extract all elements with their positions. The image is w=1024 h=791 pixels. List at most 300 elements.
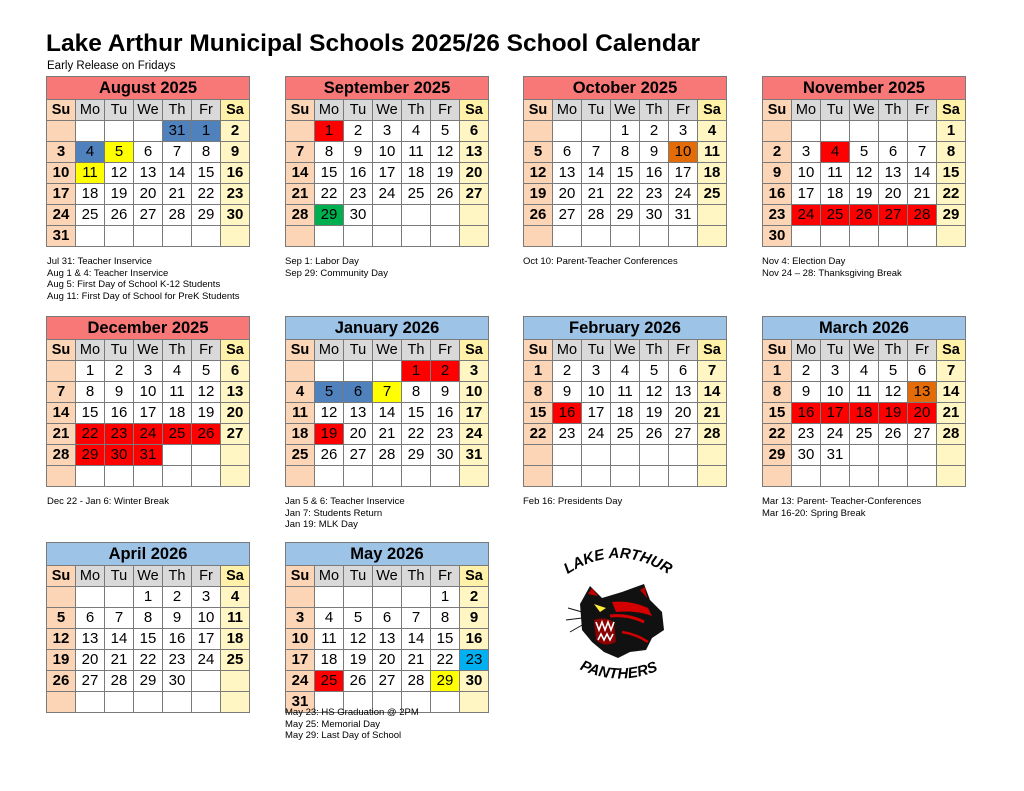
day-cell: 15: [763, 403, 792, 424]
weekday-label: Fr: [431, 100, 460, 121]
weekday-label: Mo: [315, 340, 344, 361]
day-cell: 11: [76, 163, 105, 184]
day-cell: 2: [431, 361, 460, 382]
empty-cell: [76, 587, 105, 608]
empty-cell: [698, 466, 727, 487]
day-cell: 5: [344, 608, 373, 629]
weekday-label: We: [850, 340, 879, 361]
panther-head-icon: [566, 584, 664, 658]
calendar-table: [285, 316, 489, 487]
weekday-label: We: [611, 340, 640, 361]
day-cell: 26: [879, 424, 908, 445]
day-cell: 5: [315, 382, 344, 403]
empty-cell: [76, 121, 105, 142]
event-note: Aug 11: First Day of School for PreK Students: [47, 290, 240, 302]
day-cell: 16: [344, 163, 373, 184]
day-cell: 23: [431, 424, 460, 445]
day-cell: 30: [460, 671, 489, 692]
day-cell: 31: [286, 692, 315, 713]
event-note: Sep 29: Community Day: [285, 267, 388, 279]
day-cell: 2: [163, 587, 192, 608]
day-cell: 8: [431, 608, 460, 629]
event-note: Mar 13: Parent- Teacher-Conferences: [762, 496, 922, 507]
day-cell: 7: [698, 361, 727, 382]
empty-cell: [879, 466, 908, 487]
weekday-label: Th: [879, 100, 908, 121]
day-cell: 26: [850, 205, 879, 226]
day-cell: 1: [192, 121, 221, 142]
weekday-label: We: [134, 566, 163, 587]
day-cell: 27: [879, 205, 908, 226]
day-cell: 7: [105, 608, 134, 629]
day-cell: 27: [344, 445, 373, 466]
weekday-label: Th: [163, 100, 192, 121]
empty-cell: [850, 466, 879, 487]
day-cell: 21: [105, 650, 134, 671]
empty-cell: [821, 121, 850, 142]
empty-cell: [134, 466, 163, 487]
weekday-label: Sa: [698, 340, 727, 361]
day-cell: 8: [524, 382, 553, 403]
day-cell: 18: [698, 163, 727, 184]
day-cell: 13: [134, 163, 163, 184]
day-cell: 14: [105, 629, 134, 650]
day-cell: 12: [47, 629, 76, 650]
day-cell: 12: [524, 163, 553, 184]
event-note: Mar 16-20: Spring Break: [762, 507, 866, 519]
weekday-label: Th: [402, 340, 431, 361]
day-cell: 23: [344, 184, 373, 205]
day-cell: 6: [344, 382, 373, 403]
day-cell: 16: [221, 163, 250, 184]
empty-cell: [879, 445, 908, 466]
empty-cell: [908, 466, 937, 487]
empty-cell: [105, 226, 134, 247]
day-cell: 12: [850, 163, 879, 184]
day-cell: 27: [221, 424, 250, 445]
day-cell: 29: [76, 445, 105, 466]
empty-cell: [908, 121, 937, 142]
empty-cell: [221, 671, 250, 692]
day-cell: 23: [221, 184, 250, 205]
day-cell: 20: [908, 403, 937, 424]
empty-cell: [524, 466, 553, 487]
day-cell: 7: [373, 382, 402, 403]
empty-cell: [221, 692, 250, 713]
day-cell: 24: [821, 424, 850, 445]
day-cell: 19: [192, 403, 221, 424]
day-cell: 6: [879, 142, 908, 163]
weekday-label: Th: [402, 566, 431, 587]
empty-cell: [611, 466, 640, 487]
weekday-label: Su: [286, 566, 315, 587]
weekday-label: Tu: [344, 566, 373, 587]
day-cell: 14: [937, 382, 966, 403]
day-cell: 3: [582, 361, 611, 382]
day-cell: 31: [669, 205, 698, 226]
weekday-label: Mo: [76, 340, 105, 361]
day-cell: 10: [821, 382, 850, 403]
day-cell: 11: [698, 142, 727, 163]
day-cell: 5: [105, 142, 134, 163]
day-cell: 24: [134, 424, 163, 445]
day-cell: 26: [105, 205, 134, 226]
weekday-label: We: [373, 100, 402, 121]
day-cell: 20: [373, 650, 402, 671]
day-cell: 18: [821, 184, 850, 205]
day-cell: 11: [402, 142, 431, 163]
weekday-label: We: [611, 100, 640, 121]
empty-cell: [908, 445, 937, 466]
day-cell: 16: [460, 629, 489, 650]
empty-cell: [286, 466, 315, 487]
day-cell: 11: [850, 382, 879, 403]
empty-cell: [460, 692, 489, 713]
empty-cell: [553, 445, 582, 466]
day-cell: 18: [286, 424, 315, 445]
empty-cell: [763, 466, 792, 487]
day-cell: 10: [192, 608, 221, 629]
day-cell: 14: [47, 403, 76, 424]
event-note: Nov 4: Election Day: [762, 256, 846, 267]
day-cell: 14: [373, 403, 402, 424]
day-cell: 9: [105, 382, 134, 403]
empty-cell: [315, 466, 344, 487]
day-cell: 4: [402, 121, 431, 142]
day-cell: 25: [76, 205, 105, 226]
day-cell: 5: [431, 121, 460, 142]
day-cell: 19: [47, 650, 76, 671]
weekday-label: Sa: [937, 100, 966, 121]
day-cell: 19: [524, 184, 553, 205]
empty-cell: [315, 226, 344, 247]
day-cell: 16: [163, 629, 192, 650]
empty-cell: [373, 205, 402, 226]
day-cell: 10: [582, 382, 611, 403]
weekday-label: We: [134, 340, 163, 361]
day-cell: 23: [163, 650, 192, 671]
day-cell: 24: [792, 205, 821, 226]
weekday-label: Sa: [221, 100, 250, 121]
day-cell: 5: [47, 608, 76, 629]
empty-cell: [192, 466, 221, 487]
day-cell: 30: [105, 445, 134, 466]
month-title: May 2026: [286, 543, 489, 566]
empty-cell: [553, 226, 582, 247]
weekday-label: Fr: [192, 340, 221, 361]
day-cell: 4: [221, 587, 250, 608]
day-cell: 21: [582, 184, 611, 205]
day-cell: 19: [315, 424, 344, 445]
day-cell: 2: [640, 121, 669, 142]
day-cell: 1: [763, 361, 792, 382]
day-cell: 20: [460, 163, 489, 184]
empty-cell: [47, 361, 76, 382]
day-cell: 17: [47, 184, 76, 205]
day-cell: 30: [640, 205, 669, 226]
calendar-table: [285, 542, 489, 713]
empty-cell: [937, 226, 966, 247]
day-cell: 18: [402, 163, 431, 184]
day-cell: 27: [373, 671, 402, 692]
empty-cell: [163, 226, 192, 247]
weekday-label: Tu: [105, 100, 134, 121]
notes-december-2025: [47, 496, 169, 508]
empty-cell: [821, 466, 850, 487]
day-cell: 4: [821, 142, 850, 163]
day-cell: 3: [821, 361, 850, 382]
day-cell: 31: [163, 121, 192, 142]
day-cell: 2: [344, 121, 373, 142]
weekday-label: Fr: [192, 566, 221, 587]
empty-cell: [850, 121, 879, 142]
weekday-label: Mo: [553, 100, 582, 121]
weekday-label: Mo: [553, 340, 582, 361]
day-cell: 31: [134, 445, 163, 466]
weekday-label: Fr: [431, 340, 460, 361]
weekday-label: Tu: [821, 340, 850, 361]
day-cell: 6: [134, 142, 163, 163]
weekday-label: Su: [47, 566, 76, 587]
day-cell: 3: [286, 608, 315, 629]
calendar-table: [523, 316, 727, 487]
empty-cell: [460, 205, 489, 226]
month-march-2026: [762, 316, 966, 487]
day-cell: 4: [698, 121, 727, 142]
day-cell: 2: [460, 587, 489, 608]
day-cell: 9: [792, 382, 821, 403]
day-cell: 15: [134, 629, 163, 650]
day-cell: 24: [460, 424, 489, 445]
event-note: Jul 31: Teacher Inservice: [47, 256, 152, 267]
weekday-label: We: [850, 100, 879, 121]
day-cell: 26: [315, 445, 344, 466]
empty-cell: [344, 587, 373, 608]
day-cell: 26: [524, 205, 553, 226]
day-cell: 21: [402, 650, 431, 671]
empty-cell: [582, 121, 611, 142]
day-cell: 12: [344, 629, 373, 650]
weekday-label: Tu: [344, 340, 373, 361]
empty-cell: [582, 226, 611, 247]
weekday-label: Su: [286, 100, 315, 121]
notes-october-2025: [523, 256, 678, 268]
day-cell: 19: [640, 403, 669, 424]
day-cell: 28: [47, 445, 76, 466]
weekday-label: Sa: [221, 340, 250, 361]
weekday-label: Fr: [669, 100, 698, 121]
empty-cell: [460, 226, 489, 247]
empty-cell: [821, 226, 850, 247]
month-title: February 2026: [524, 317, 727, 340]
empty-cell: [47, 587, 76, 608]
event-note: May 29: Last Day of School: [285, 730, 402, 742]
weekday-label: Su: [47, 100, 76, 121]
day-cell: 30: [221, 205, 250, 226]
day-cell: 15: [402, 403, 431, 424]
calendar-table: [46, 542, 250, 713]
day-cell: 25: [402, 184, 431, 205]
empty-cell: [402, 587, 431, 608]
day-cell: 10: [792, 163, 821, 184]
day-cell: 9: [163, 608, 192, 629]
day-cell: 17: [134, 403, 163, 424]
day-cell: 8: [192, 142, 221, 163]
day-cell: 15: [611, 163, 640, 184]
notes-september-2025: [285, 256, 388, 279]
day-cell: 19: [879, 403, 908, 424]
empty-cell: [792, 466, 821, 487]
empty-cell: [582, 445, 611, 466]
day-cell: 8: [937, 142, 966, 163]
day-cell: 5: [879, 361, 908, 382]
month-february-2026: [523, 316, 727, 487]
calendar-table: [285, 76, 489, 247]
empty-cell: [937, 445, 966, 466]
day-cell: 14: [582, 163, 611, 184]
day-cell: 10: [373, 142, 402, 163]
empty-cell: [669, 466, 698, 487]
empty-cell: [460, 466, 489, 487]
day-cell: 1: [611, 121, 640, 142]
month-august-2025: [46, 76, 250, 247]
day-cell: 9: [221, 142, 250, 163]
day-cell: 14: [698, 382, 727, 403]
day-cell: 19: [431, 163, 460, 184]
empty-cell: [850, 226, 879, 247]
day-cell: 12: [105, 163, 134, 184]
day-cell: 17: [792, 184, 821, 205]
weekday-label: Su: [524, 100, 553, 121]
event-note: Feb 16: Presidents Day: [523, 496, 623, 507]
day-cell: 25: [611, 424, 640, 445]
empty-cell: [640, 466, 669, 487]
day-cell: 25: [698, 184, 727, 205]
weekday-label: Sa: [460, 566, 489, 587]
day-cell: 17: [373, 163, 402, 184]
month-may-2026: [285, 542, 489, 713]
empty-cell: [640, 445, 669, 466]
weekday-label: Th: [163, 566, 192, 587]
day-cell: 18: [315, 650, 344, 671]
empty-cell: [373, 361, 402, 382]
day-cell: 15: [937, 163, 966, 184]
day-cell: 20: [221, 403, 250, 424]
empty-cell: [431, 226, 460, 247]
day-cell: 27: [553, 205, 582, 226]
event-note: May 25: Memorial Day: [285, 718, 381, 730]
weekday-label: Tu: [821, 100, 850, 121]
month-october-2025: [523, 76, 727, 247]
day-cell: 25: [163, 424, 192, 445]
event-note: Nov 24 – 28: Thanksgiving Break: [762, 267, 902, 279]
weekday-label: Th: [402, 100, 431, 121]
day-cell: 6: [553, 142, 582, 163]
weekday-label: Fr: [908, 100, 937, 121]
day-cell: 7: [286, 142, 315, 163]
day-cell: 29: [611, 205, 640, 226]
day-cell: 3: [669, 121, 698, 142]
day-cell: 3: [192, 587, 221, 608]
empty-cell: [640, 226, 669, 247]
event-note: Jan 19: MLK Day: [285, 519, 358, 531]
day-cell: 20: [669, 403, 698, 424]
day-cell: 8: [402, 382, 431, 403]
day-cell: 10: [669, 142, 698, 163]
empty-cell: [611, 226, 640, 247]
day-cell: 21: [937, 403, 966, 424]
month-title: December 2025: [47, 317, 250, 340]
day-cell: 19: [850, 184, 879, 205]
empty-cell: [192, 671, 221, 692]
empty-cell: [373, 466, 402, 487]
day-cell: 8: [134, 608, 163, 629]
event-note: May 23: HS Graduation @ 2PM: [285, 707, 419, 718]
day-cell: 22: [611, 184, 640, 205]
day-cell: 29: [763, 445, 792, 466]
event-note: Oct 10: Parent-Teacher Conferences: [523, 256, 678, 267]
day-cell: 28: [908, 205, 937, 226]
day-cell: 23: [105, 424, 134, 445]
day-cell: 22: [192, 184, 221, 205]
day-cell: 5: [524, 142, 553, 163]
weekday-label: Sa: [698, 100, 727, 121]
day-cell: 6: [460, 121, 489, 142]
empty-cell: [221, 466, 250, 487]
day-cell: 31: [821, 445, 850, 466]
event-note: Jan 7: Students Return: [285, 507, 383, 519]
day-cell: 26: [431, 184, 460, 205]
day-cell: 20: [76, 650, 105, 671]
day-cell: 16: [792, 403, 821, 424]
calendar-table: [762, 316, 966, 487]
logo-top-text: LAKE ARTHUR: [560, 544, 675, 578]
day-cell: 4: [163, 361, 192, 382]
empty-cell: [402, 226, 431, 247]
empty-cell: [344, 466, 373, 487]
empty-cell: [792, 226, 821, 247]
day-cell: 23: [792, 424, 821, 445]
month-title: October 2025: [524, 77, 727, 100]
day-cell: 29: [431, 671, 460, 692]
weekday-label: Sa: [937, 340, 966, 361]
day-cell: 24: [192, 650, 221, 671]
weekday-label: Fr: [669, 340, 698, 361]
empty-cell: [221, 445, 250, 466]
day-cell: 20: [344, 424, 373, 445]
weekday-label: Mo: [76, 566, 105, 587]
empty-cell: [286, 361, 315, 382]
day-cell: 3: [47, 142, 76, 163]
month-december-2025: [46, 316, 250, 487]
notes-march-2026: [762, 496, 921, 519]
empty-cell: [373, 587, 402, 608]
weekday-label: Th: [879, 340, 908, 361]
month-title: August 2025: [47, 77, 250, 100]
empty-cell: [698, 445, 727, 466]
empty-cell: [163, 692, 192, 713]
empty-cell: [431, 466, 460, 487]
panthers-logo: [552, 542, 682, 692]
page-subtitle: Early Release on Fridays: [47, 60, 176, 72]
day-cell: 12: [879, 382, 908, 403]
day-cell: 28: [286, 205, 315, 226]
empty-cell: [402, 466, 431, 487]
day-cell: 16: [640, 163, 669, 184]
empty-cell: [105, 121, 134, 142]
event-note: Jan 5 & 6: Teacher Inservice: [285, 496, 405, 507]
day-cell: 22: [524, 424, 553, 445]
